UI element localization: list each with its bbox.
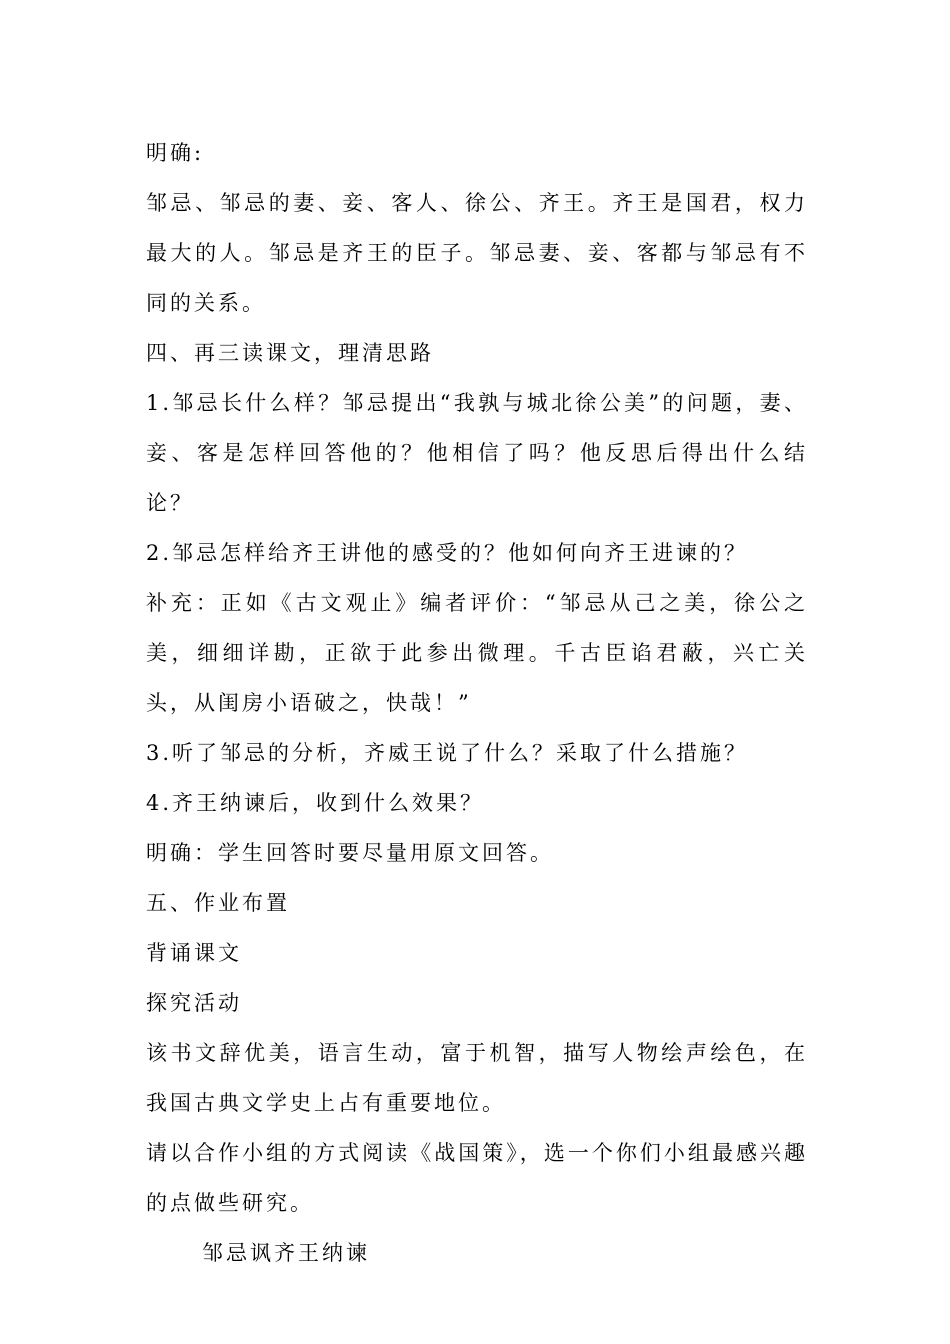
- inquiry-activity-heading: 探究活动: [146, 991, 242, 1015]
- section-heading-five: 五、作业布置: [146, 891, 290, 915]
- document-page: [146, 128, 808, 1278]
- question-4: 4.齐王纳谏后，收到什么效果？: [146, 791, 485, 815]
- supplement-paragraph: 补充：正如《古文观止》编者评价：“邹忌从己之美，徐公之美，细细详勘，正欲于此参出微理。千古臣谄君蔽，兴亡关头，从闺房小语破之，快哉！”: [146, 591, 808, 715]
- paragraph-characters: 邹忌、邹忌的妻、妾、客人、徐公、齐王。齐王是国君，权力最大的人。邹忌是齐王的臣子。邹忌妻、妾、客都与邹忌有不同的关系。: [146, 191, 808, 315]
- question-1: 1.邹忌长什么样？邹忌提出“我孰与城北徐公美”的问题，妻、妾、客是怎样回答他的？他相信了吗？他反思后得出什么结论？: [146, 391, 808, 515]
- group-task: 请以合作小组的方式阅读《战国策》，选一个你们小组最感兴趣的点做些研究。: [146, 1141, 808, 1215]
- book-description: 该书文辞优美，语言生动，富于机智，描写人物绘声绘色，在我国古典文学史上占有重要地位。: [146, 1041, 808, 1115]
- heading-clarify: 明确:: [146, 141, 205, 165]
- question-2: 2.邹忌怎样给齐王讲他的感受的？他如何向齐王进谏的？: [146, 541, 749, 565]
- homework-recite: 背诵课文: [146, 941, 242, 965]
- lesson-title: 邹忌讽齐王纳谏: [202, 1241, 370, 1265]
- section-heading-four: 四、再三读课文，理清思路: [146, 341, 434, 365]
- clarify-answer: 明确：学生回答时要尽量用原文回答。: [146, 841, 554, 865]
- question-3: 3.听了邹忌的分析，齐威王说了什么？采取了什么措施？: [146, 741, 749, 765]
